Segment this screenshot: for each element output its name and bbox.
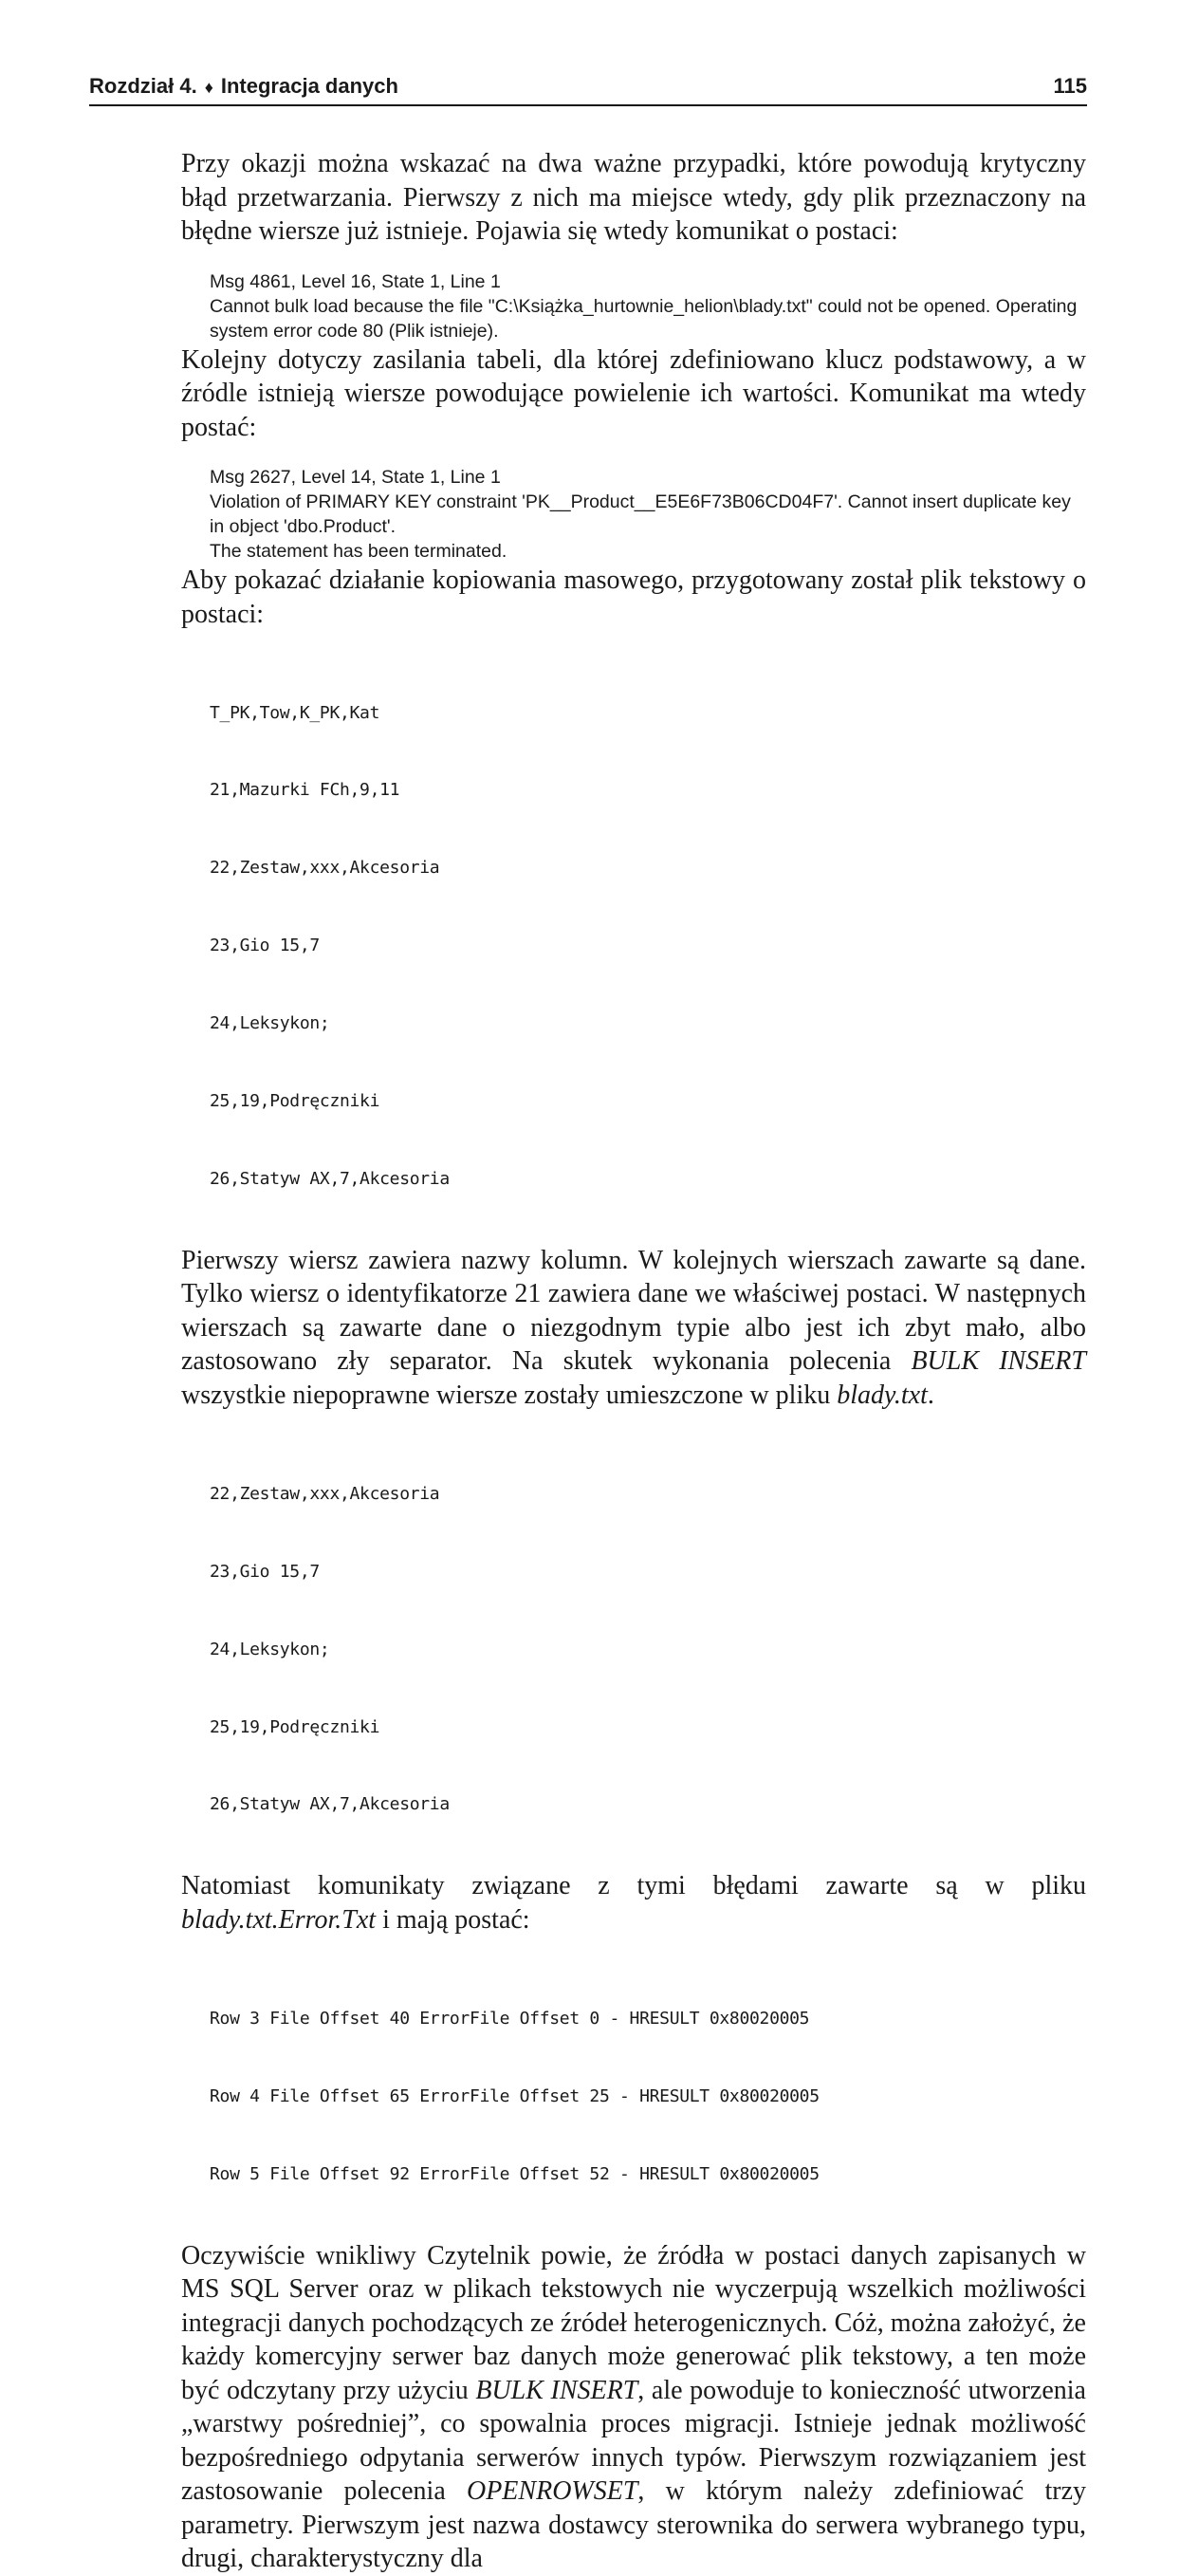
code-listing-bad-rows xyxy=(181,1429,1086,1869)
code-line: 23,Gio 15,7 xyxy=(210,1561,320,1582)
text-run: , w którym należy zdefiniować trzy parametry. Pierwszym jest nazwa dostawcy sterownika do serwera wybranego typu, drugi, charakterystyczny dla xyxy=(181,2476,1086,2574)
message-line: The statement has been terminated. xyxy=(210,541,507,562)
paragraph-5 xyxy=(181,1869,1086,1937)
code-line: Row 5 File Offset 92 ErrorFile Offset 52 - HRESULT 0x80020005 xyxy=(210,2163,820,2184)
code-line: 25,19,Podręczniki xyxy=(210,1716,380,1737)
page-body xyxy=(181,147,1086,2576)
emphasis-bulk-insert: BULK INSERT xyxy=(475,2375,638,2405)
paragraph-3: Aby pokazać działanie kopiowania masowego, przygotowany został plik tekstowy o postaci: xyxy=(181,565,1086,629)
paragraph-1: Przy okazji można wskazać na dwa ważne przypadki, które powodują krytyczny błąd przetwarzania. Pierwszy z nich ma miejsce wtedy, gdy plik przeznaczony na błędne wiersze już istnieje. Pojawia się wtedy komunikat o postaci: xyxy=(181,149,1086,246)
text-run: Oczywiście wnikliwy Czytelnik powie, że źródła w postaci danych zapisanych w MS SQL Server oraz w plikach tekstowych nie wyczerpują wszelkich możliwości integracji danych pochodzących ze źródeł heterogenicznych. Cóż, można założyć, że każdy komercyjny serwer baz danych może generować plik tekstowy, a ten może być odczytany przy użyciu xyxy=(181,2240,1086,2405)
text-run: . xyxy=(927,1380,934,1410)
text-run: Natomiast komunikaty związane z tymi błędami zawarte są w pliku xyxy=(181,1871,1086,1901)
paragraph-4 xyxy=(181,1244,1086,1413)
code-line: 26,Statyw AX,7,Akcesoria xyxy=(210,1794,450,1815)
code-line: Row 4 File Offset 65 ErrorFile Offset 25 - HRESULT 0x80020005 xyxy=(210,2085,820,2106)
running-header xyxy=(89,66,1087,106)
emphasis-openrowset: OPENROWSET xyxy=(466,2476,638,2507)
message-line: Msg 4861, Level 16, State 1, Line 1 xyxy=(210,270,501,292)
message-line: Cannot bulk load because the file "C:\Książka_hurtownie_helion\blady.txt" could not be opened. Operating system error code 80 (Plik istnieje). xyxy=(210,295,1078,342)
code-listing-error-file xyxy=(181,1954,1086,2238)
diamond-icon: ♦ xyxy=(204,78,213,97)
paragraph-6 xyxy=(181,2239,1086,2576)
code-line: 22,Zestaw,xxx,Akcesoria xyxy=(210,1483,440,1504)
chapter-number: Rozdział 4. xyxy=(89,74,197,98)
code-line: 22,Zestaw,xxx,Akcesoria xyxy=(210,858,440,879)
code-line: T_PK,Tow,K_PK,Kat xyxy=(210,702,380,723)
emphasis-bulk-insert: BULK INSERT xyxy=(911,1346,1086,1377)
code-line: 23,Gio 15,7 xyxy=(210,936,320,956)
error-message-1 xyxy=(181,269,1086,343)
code-line: Row 3 File Offset 40 ErrorFile Offset 0 - HRESULT 0x80020005 xyxy=(210,2008,810,2029)
chapter-heading xyxy=(89,74,398,99)
message-line: Violation of PRIMARY KEY constraint 'PK__Product__E5E6F73B06CD04F7'. Cannot insert duplicate key in object 'dbo.Product'. xyxy=(210,491,1071,537)
emphasis-filename: blady.txt.Error.Txt xyxy=(181,1904,377,1935)
code-listing-input-file xyxy=(181,648,1086,1244)
text-run: Pierwszy wiersz zawiera nazwy kolumn. W kolejnych wierszach zawarte są dane. Tylko wiersz o identyfikatorze 21 zawiera dane we właściwej postaci. W następnych wierszach są zawarte dane o niezgodnym typie albo jest ich zbyt mało, albo zastosowano zły separator. Na skutek wykonania polecenia xyxy=(181,1245,1086,1377)
paragraph-2: Kolejny dotyczy zasilania tabeli, dla której zdefiniowano klucz podstawowy, a w źródle istnieją wiersze powodujące powielenie ich wartości. Komunikat ma wtedy postać: xyxy=(181,344,1086,442)
page-number: 115 xyxy=(1053,74,1087,98)
code-line: 25,19,Podręczniki xyxy=(210,1091,380,1112)
code-line: 24,Leksykon; xyxy=(210,1639,330,1659)
code-line: 26,Statyw AX,7,Akcesoria xyxy=(210,1168,450,1189)
text-run: , ale powoduje to konieczność utworzenia „warstwy pośredniej”, co spowalnia proces migracji. Istnieje jednak możliwość bezpośredniego odpytania serwerów innych typów. Pierwszym rozwiązaniem jest zastosowanie polecenia xyxy=(181,2375,1086,2507)
error-message-2 xyxy=(181,465,1086,564)
code-line: 24,Leksykon; xyxy=(210,1013,330,1034)
chapter-title: Integracja danych xyxy=(220,74,398,98)
text-run: i mają postać: xyxy=(376,1904,530,1935)
code-line: 21,Mazurki FCh,9,11 xyxy=(210,780,400,801)
emphasis-filename: blady.txt xyxy=(837,1380,928,1410)
text-run: wszystkie niepoprawne wiersze zostały umieszczone w pliku xyxy=(181,1380,838,1410)
message-line: Msg 2627, Level 14, State 1, Line 1 xyxy=(210,467,501,488)
